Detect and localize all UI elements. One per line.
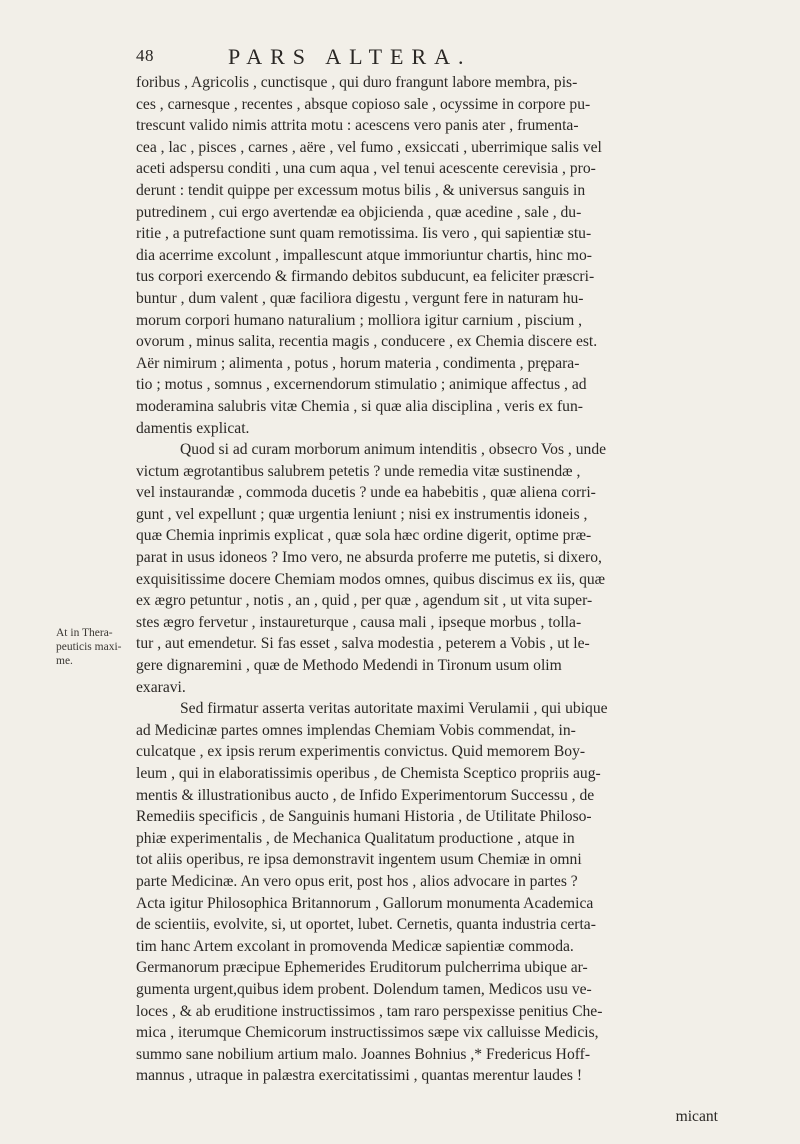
text-line: de scientiis, evolvite, si, ut oportet, lubet. Cernetis, quanta industria certa- bbox=[136, 916, 596, 934]
text-line: tur , aut emendetur. Si fas esset , salva modestia , peterem a Vobis , ut le- bbox=[136, 635, 590, 653]
page-header bbox=[136, 44, 716, 74]
text-line: trescunt valido nimis attrita motu : acescens vero panis ater , frumenta- bbox=[136, 117, 579, 135]
text-line: dia acerrime excolunt , impallescunt atque immoriuntur chartis, hinc mo- bbox=[136, 246, 592, 264]
text-line: Germanorum præcipue Ephemerides Eruditorum pulcherrima ubique ar- bbox=[136, 959, 588, 977]
text-line: parat in usus idoneos ? Imo vero, ne absurda proferre me putetis, si dixero, bbox=[136, 549, 602, 567]
text-line: ritie , a putrefactione sunt quam remotissima. Iis vero , qui sapientiæ stu- bbox=[136, 225, 592, 243]
text-line: victum ægrotantibus salubrem petetis ? unde remedia vitæ sustinendæ , bbox=[136, 462, 581, 480]
margin-note-line: peuticis maxi- bbox=[56, 641, 122, 653]
text-line: damentis explicat. bbox=[136, 419, 250, 437]
text-line: stes ægro fervetur , instaureturque , causa mali , ipseque morbus , tolla- bbox=[136, 613, 582, 631]
text-line: morum corpori humano naturalium ; molliora igitur carnium , piscium , bbox=[136, 311, 583, 329]
text-line: foribus , Agricolis , cunctisque , qui duro frangunt labore membra, pis- bbox=[136, 74, 578, 91]
text-line: tio ; motus , somnus , excernendorum stimulatio ; animique affectus , ad bbox=[136, 376, 587, 394]
text-line: Acta igitur Philosophica Britannorum , Gallorum monumenta Academica bbox=[136, 894, 594, 912]
text-line: putredinem , cui ergo avertendæ ea objicienda , quæ acedine , sale , du- bbox=[136, 203, 582, 221]
margin-note bbox=[56, 626, 136, 668]
text-line: exaravi. bbox=[136, 678, 186, 696]
text-line: tim hanc Artem excolant in promovenda Medicæ sapientiæ commoda. bbox=[136, 937, 574, 955]
text-line: ad Medicinæ partes omnes implendas Chemiam Vobis commendat, in- bbox=[136, 721, 576, 739]
text-line: gunt , vel expellunt ; quæ urgentia leniunt ; nisi ex instrumentis idoneis , bbox=[136, 505, 588, 523]
text-line: ces , carnesque , recentes , absque copioso sale , ocyssime in corpore pu- bbox=[136, 95, 591, 113]
margin-note-line: me. bbox=[56, 655, 73, 667]
text-line: ovorum , minus salita, recentia magis , conducere , ex Chemia discere est. bbox=[136, 333, 598, 351]
text-line: parte Medicinæ. An vero opus erit, post hos , alios advocare in partes ? bbox=[136, 872, 578, 890]
page-number: 48 bbox=[136, 46, 154, 65]
text-line: quæ Chemia inprimis explicat , quæ sola hæc ordine digerit, optime præ- bbox=[136, 527, 592, 545]
text-line: Remediis specificis , de Sanguinis humani Historia , de Utilitate Philoso- bbox=[136, 808, 592, 826]
text-line: gere dignaremini , quæ de Methodo Medendi in Tironum usum olim bbox=[136, 657, 562, 675]
text-line: ex ægro petuntur , notis , an , quid , per quæ , agendum sit , ut vita super- bbox=[136, 592, 593, 610]
text-line: buntur , dum valent , quæ faciliora digestu , vergunt fere in naturam hu- bbox=[136, 289, 584, 307]
text-line: gumenta urgent,quibus idem probent. Dolendum tamen, Medicos usu ve- bbox=[136, 980, 592, 998]
text-line: tot aliis operibus, re ipsa demonstravit ingentem usum Chemiæ in omni bbox=[136, 851, 582, 869]
text-line: exquisitissime docere Chemiam modos omnes, quibus discimus ex iis, quæ bbox=[136, 570, 606, 588]
text-line: tus corpori exercendo & firmando debitos subducunt, ea feliciter præscri- bbox=[136, 268, 595, 286]
text-line: leum , qui in elaboratissimis operibus , de Chemista Sceptico propriis aug- bbox=[136, 765, 601, 782]
text-line: moderamina salubris vitæ Chemia , si quæ alia disciplina , veris ex fun- bbox=[136, 397, 583, 415]
text-line: Quod si ad curam morborum animum intenditis , obsecro Vos , unde bbox=[180, 441, 607, 459]
text-line: culcatque , ex ipsis rerum experimentis convictus. Quid memorem Boy- bbox=[136, 743, 586, 761]
text-line: mica , iterumque Chemicorum instructissimos sæpe vix calluisse Medicis, bbox=[136, 1024, 599, 1042]
text-line: phiæ experimentalis , de Mechanica Qualitatum productione , atque in bbox=[136, 829, 575, 847]
running-head: PARS ALTERA. bbox=[228, 44, 472, 69]
text-line: Sed firmatur asserta veritas autoritate maximi Verulamii , qui ubique bbox=[180, 700, 608, 718]
text-line: aceti adspersu conditi , una cum aqua , vel tenui acescente cerevisia , pro- bbox=[136, 160, 596, 178]
catchword: micant bbox=[675, 1108, 718, 1125]
text-line: vel instaurandæ , commoda ducetis ? unde ea habebitis , quæ aliena corri- bbox=[136, 484, 596, 502]
margin-note-line: At in Thera- bbox=[56, 627, 113, 639]
text-line: mannus , utraque in palæstra exercitatissimi , quantas merentur laudes ! bbox=[136, 1067, 583, 1085]
text-line: derunt : tendit quippe per excessum motus bilis , & universus sanguis in bbox=[136, 181, 586, 199]
text-line: Aër nimirum ; alimenta , potus , horum materia , condimenta , prępara- bbox=[136, 354, 580, 372]
body-text bbox=[136, 72, 716, 1087]
text-line: cea , lac , pisces , carnes , aëre , vel fumo , exsiccati , uberrimique salis vel bbox=[136, 138, 602, 156]
text-line: loces , & ab eruditione instructissimos , tam raro perspexisse penitius Che- bbox=[136, 1002, 603, 1020]
text-line: mentis & illustrationibus aucto , de Infido Experimentorum Successu , de bbox=[136, 786, 595, 804]
text-line: summo sane nobilium artium malo. Joannes Bohnius ,* Fredericus Hoff- bbox=[136, 1045, 591, 1063]
